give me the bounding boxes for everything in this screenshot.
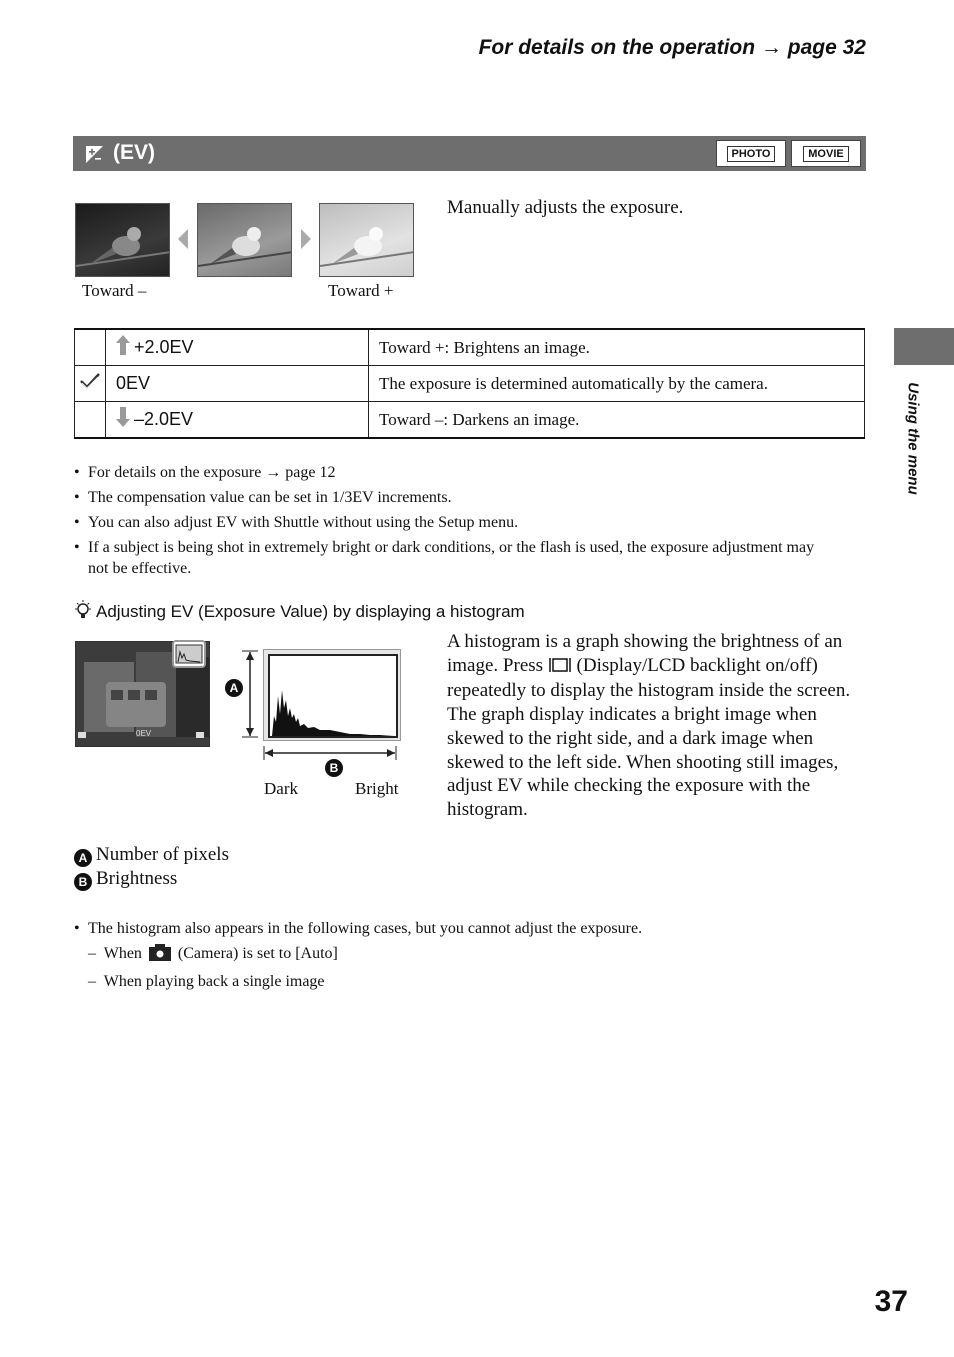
intro-text: Manually adjusts the exposure. xyxy=(447,197,684,218)
setting-cell: 0EV xyxy=(106,366,369,402)
dark-exposure-photo xyxy=(75,203,170,277)
notes-list xyxy=(74,460,834,579)
dark-label: Dark xyxy=(264,779,298,798)
increase-arrow-icon xyxy=(301,229,311,249)
label-a-icon: A xyxy=(74,849,92,867)
legend-item-a: A Number of pixels xyxy=(74,843,229,867)
bright-exposure-photo xyxy=(319,203,414,277)
table-row xyxy=(75,329,865,366)
section-title-bar xyxy=(73,136,866,171)
camera-lcd-screenshot xyxy=(75,641,210,747)
list-item: • The histogram also appears in the following cases, but you cannot adjust the exposure. xyxy=(74,916,834,941)
setting-cell: +2.0EV xyxy=(106,329,369,366)
page-reference-header[interactable] xyxy=(479,36,866,60)
legend-item-b: B Brightness xyxy=(74,867,229,891)
arrow-up-icon xyxy=(116,335,130,360)
page-number: 37 xyxy=(874,1285,908,1318)
list-item: • You can also adjust EV with Shuttle without using the Setup menu. xyxy=(74,510,834,535)
setting-cell: –2.0EV xyxy=(106,402,369,439)
vertical-axis-arrow xyxy=(240,650,260,740)
decrease-arrow-icon xyxy=(178,229,188,249)
list-item: – When (Camera) is set to [Auto] xyxy=(74,941,834,969)
figure-legend xyxy=(74,843,229,891)
camera-icon xyxy=(149,944,171,969)
section-title: (EV) xyxy=(113,141,155,164)
photo-mode-badge: PHOTO xyxy=(716,140,786,167)
list-item: • If a subject is being shot in extremely bright or dark conditions, or the flash is used, the exposure adjustment may not be effective. xyxy=(74,535,834,579)
chapter-tab xyxy=(894,328,954,365)
header-link-page: page 32 xyxy=(787,36,866,59)
chapter-tab-label: Using the menu xyxy=(904,382,922,495)
exposure-compensation-icon xyxy=(86,146,103,163)
label-b-icon: B xyxy=(74,873,92,891)
histogram-graph xyxy=(268,654,398,738)
header-arrow: → xyxy=(760,36,782,59)
description-cell: Toward +: Brightens an image. xyxy=(369,329,865,366)
table-row xyxy=(75,366,865,402)
list-item: – When playing back a single image xyxy=(88,973,325,990)
tip-heading: Adjusting EV (Exposure Value) by displaying a histogram xyxy=(74,600,525,625)
lightbulb-icon xyxy=(74,600,92,625)
default-checkmark-icon xyxy=(79,375,101,394)
table-row xyxy=(75,402,865,439)
default-mark-cell xyxy=(75,329,106,366)
default-mark-cell xyxy=(75,402,106,439)
movie-mode-badge: MOVIE xyxy=(791,140,861,167)
description-cell: The exposure is determined automatically by the camera. xyxy=(369,366,865,402)
bright-label: Bright xyxy=(355,779,399,798)
header-link-text: For details on the operation xyxy=(478,36,756,59)
ev-settings-table xyxy=(74,328,865,439)
default-mark-cell xyxy=(75,366,106,402)
histogram-enlarged xyxy=(263,649,401,741)
histogram-description: A histogram is a graph showing the brightness of an image. Press (Display/LCD backlight on/off) repeatedly to display the histogram inside the screen. The graph display indicates a bright image when skewed to the right side, and a dark image when skewed to the left side. When shooting still images, adjust EV while checking the exposure with the histogram. xyxy=(447,631,851,820)
caption-toward-minus: Toward – xyxy=(82,281,147,300)
ev-readout: 0EV xyxy=(136,729,152,738)
label-b-marker: B xyxy=(325,759,343,777)
normal-exposure-photo xyxy=(197,203,292,277)
label-a-marker: A xyxy=(225,679,243,697)
caption-toward-plus: Toward + xyxy=(328,281,394,300)
cases-list xyxy=(74,916,834,994)
list-item: • For details on the exposure → page 12 xyxy=(74,460,834,485)
arrow-down-icon xyxy=(116,407,130,432)
description-cell: Toward –: Darkens an image. xyxy=(369,402,865,439)
list-item: • The compensation value can be set in 1/3EV increments. xyxy=(74,485,834,510)
display-button-icon xyxy=(548,656,572,680)
mini-histogram-highlight xyxy=(172,640,206,668)
